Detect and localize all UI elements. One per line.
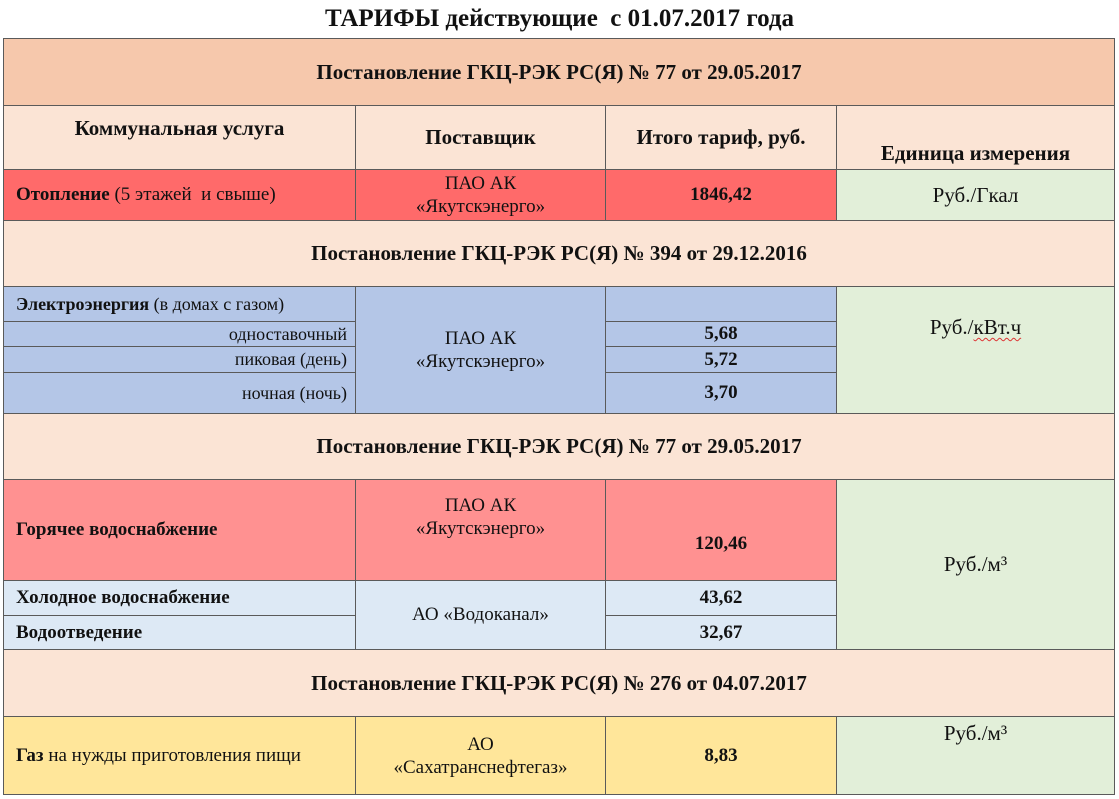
electricity-rate-1-label: одноставочный [228,323,347,344]
section-header-4-text: Постановление ГКЦ-РЭК РС(Я) № 276 от 04.07.2017 [311,670,807,695]
heating-supplier-line1: ПАО АК [444,173,517,194]
hot-water-supplier-line1: ПАО АК [444,495,517,516]
section-header-1 [3,38,1115,106]
heating-service: Отопление [16,184,110,205]
heating-unit-cell [836,169,1115,221]
heating-tariff: 1846,42 [690,184,752,205]
electricity-supplier-cell [355,286,606,414]
gas-unit-cell [836,716,1115,795]
heating-service-note: (5 этажей и свыше) [109,184,276,205]
electricity-unit-underlined: кВт.ч [973,315,1022,339]
section-header-3 [3,413,1115,480]
heating-unit: Руб./Гкал [932,182,1019,207]
gas-service-note: на нужды приготовления пищи [43,744,301,766]
tariff-table [3,38,1115,796]
vodokanal-supplier: АО «Водоканал» [412,604,549,625]
electricity-rate-2-label: пиковая (день) [234,349,347,369]
column-header-service [3,105,356,170]
gas-supplier-cell [355,716,606,795]
electricity-rate-3-tariff-cell [605,372,837,414]
hot-water-service: Горячее водоснабжение [16,519,218,540]
cold-water-service: Холодное водоснабжение [16,587,230,608]
electricity-unit-cell [836,286,1115,414]
sewage-service: Водоотведение [16,621,143,643]
section-header-2 [3,220,1115,287]
column-header-unit-text: Единица измерения [880,141,1071,165]
electricity-rate-2-tariff: 5,72 [704,348,738,370]
section-header-1-text: Постановление ГКЦ-РЭК РС(Я) № 77 от 29.05.2017 [316,59,802,84]
heating-supplier-line2: «Якутскэнерго» [415,196,546,217]
gas-tariff-cell [605,716,837,795]
hot-water-supplier-line2: «Якутскэнерго» [415,518,546,539]
gas-supplier-line1: АО [467,733,494,755]
electricity-supplier-line1: ПАО АК [444,328,517,349]
electricity-service-note: (в домах с газом) [149,293,285,314]
water-unit-cell [836,479,1115,650]
gas-unit: Руб./м³ [943,721,1008,745]
heating-tariff-cell [605,169,837,221]
electricity-tariff-empty-cell [605,286,837,322]
electricity-rate-2-label-cell [3,346,356,373]
electricity-rate-1-tariff: 5,68 [704,323,738,344]
gas-supplier-line2: «Сахатранснефтегаз» [393,756,568,778]
column-header-supplier-text: Поставщик [425,125,536,149]
section-header-2-text: Постановление ГКЦ-РЭК РС(Я) № 394 от 29.12.2016 [311,241,807,265]
electricity-rate-3-tariff: 3,70 [704,382,738,403]
vodokanal-supplier-cell [355,580,606,650]
hot-water-service-cell [3,479,356,581]
column-header-unit [836,105,1115,170]
section-header-4 [3,649,1115,717]
sewage-tariff-cell [605,615,837,650]
column-header-service-text: Коммунальная услуга [74,116,285,140]
electricity-unit-main: Руб./ [929,315,974,339]
electricity-rate-3-label: ночная (ночь) [241,382,347,403]
electricity-supplier-line2: «Якутскэнерго» [415,351,546,372]
electricity-rate-1-tariff-cell [605,321,837,347]
electricity-service-cell [3,286,356,322]
cold-water-service-cell [3,580,356,616]
sewage-service-cell [3,615,356,650]
cold-water-tariff-cell [605,580,837,616]
sewage-tariff: 32,67 [699,621,743,643]
cold-water-tariff: 43,62 [699,587,743,608]
electricity-rate-2-tariff-cell [605,346,837,373]
electricity-service: Электроэнергия [16,293,150,314]
column-header-tariff-text: Итого тариф, руб. [636,125,806,149]
gas-service-cell [3,716,356,795]
heating-service-cell [3,169,356,221]
hot-water-supplier-cell [355,479,606,581]
gas-service: Газ [16,744,44,766]
water-unit: Руб./м³ [943,552,1008,576]
electricity-rate-3-label-cell [3,372,356,414]
column-header-tariff [605,105,837,170]
hot-water-tariff-cell [605,479,837,581]
electricity-rate-1-label-cell [3,321,356,347]
section-header-3-text: Постановление ГКЦ-РЭК РС(Я) № 77 от 29.05.2017 [316,434,802,458]
hot-water-tariff: 120,46 [694,533,748,554]
heating-supplier-cell [355,169,606,221]
gas-tariff: 8,83 [704,744,738,766]
page-title: ТАРИФЫ действующие с 01.07.2017 года [324,5,795,32]
column-header-supplier [355,105,606,170]
